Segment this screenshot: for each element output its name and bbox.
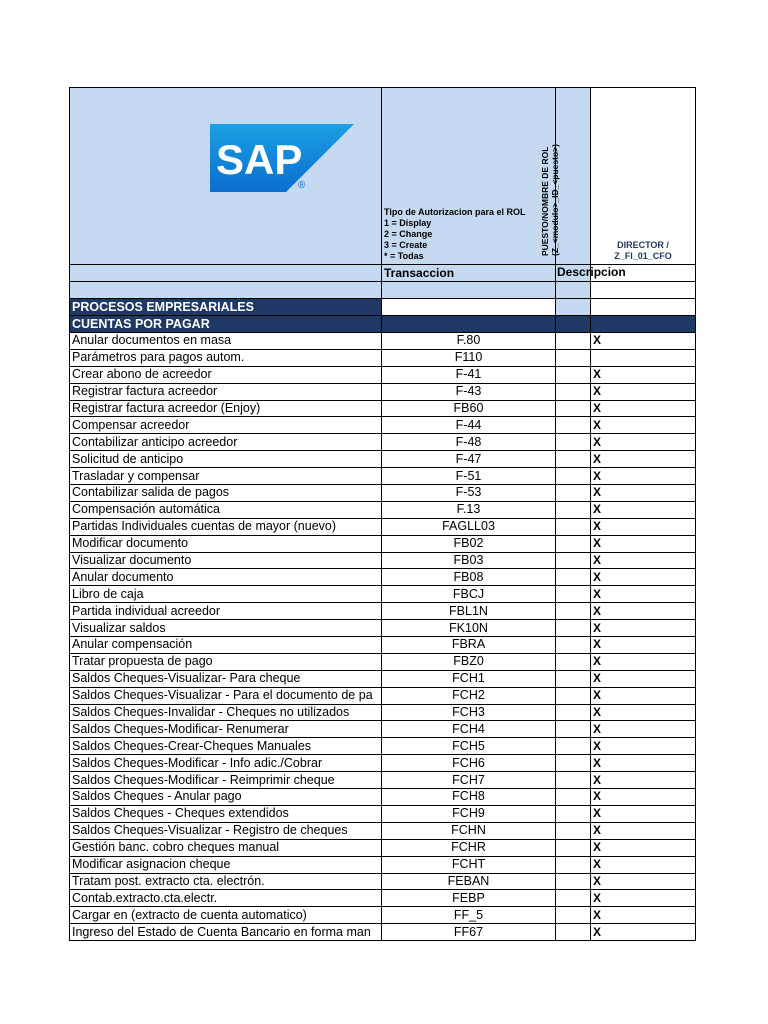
table-row	[70, 772, 696, 789]
logo-registered: ®	[298, 180, 306, 191]
row-description: Contab.extracto.cta.electr.	[70, 890, 382, 907]
row-director-mark: X	[591, 586, 696, 603]
row-role-cell	[556, 485, 591, 502]
row-description: Ingreso del Estado de Cuenta Bancario en forma man	[70, 924, 382, 941]
row-role-cell	[556, 417, 591, 434]
table-row	[70, 755, 696, 772]
row-role-cell	[556, 907, 591, 924]
row-director-mark: X	[591, 637, 696, 654]
table-row	[70, 924, 696, 941]
table-row	[70, 451, 696, 468]
header-row	[70, 88, 696, 265]
row-director-mark: X	[591, 907, 696, 924]
column-header-row	[70, 265, 696, 282]
row-transaction-code: F.13	[382, 501, 556, 518]
table-row	[70, 434, 696, 451]
table-row	[70, 468, 696, 485]
table-row	[70, 822, 696, 839]
transaccion-header: Transaccion	[382, 265, 556, 282]
table-row	[70, 721, 696, 738]
descripcion-header: Descripcion	[556, 265, 591, 282]
auth-line: 3 = Create	[384, 240, 428, 250]
section-cuentas: CUENTAS POR PAGAR	[70, 316, 382, 333]
row-director-mark: X	[591, 772, 696, 789]
row-transaction-code: FCH6	[382, 755, 556, 772]
row-transaction-code: FCHT	[382, 856, 556, 873]
row-transaction-code: F.80	[382, 333, 556, 350]
row-description: Saldos Cheques-Invalidar - Cheques no utilizados	[70, 704, 382, 721]
row-transaction-code: FBL1N	[382, 603, 556, 620]
row-role-cell	[556, 653, 591, 670]
table-row	[70, 637, 696, 654]
row-transaction-code: FCH8	[382, 789, 556, 806]
row-description: Registrar factura acreedor	[70, 383, 382, 400]
row-description: Registrar factura acreedor (Enjoy)	[70, 400, 382, 417]
row-role-cell	[556, 789, 591, 806]
row-transaction-code: FCH9	[382, 805, 556, 822]
row-director-mark: X	[591, 805, 696, 822]
row-role-cell	[556, 400, 591, 417]
row-director-mark: X	[591, 366, 696, 383]
row-description: Parámetros para pagos autom.	[70, 349, 382, 366]
row-transaction-code: FEBAN	[382, 873, 556, 890]
row-role-cell	[556, 603, 591, 620]
logo-cell	[70, 88, 382, 265]
row-director-mark: X	[591, 653, 696, 670]
row-transaction-code: F-47	[382, 451, 556, 468]
table-row	[70, 349, 696, 366]
row-description: Partidas Individuales cuentas de mayor (nuevo)	[70, 518, 382, 535]
row-transaction-code: FCH5	[382, 738, 556, 755]
row-description: Modificar documento	[70, 535, 382, 552]
row-description: Compensar acreedor	[70, 417, 382, 434]
row-director-mark: X	[591, 755, 696, 772]
row-director-mark: X	[591, 468, 696, 485]
row-description: Anular documento	[70, 569, 382, 586]
table-row	[70, 586, 696, 603]
row-description: Tratar propuesta de pago	[70, 653, 382, 670]
row-role-cell	[556, 569, 591, 586]
director-line: Z_FI_01_CFO	[614, 251, 672, 261]
row-role-cell	[556, 383, 591, 400]
row-description: Saldos Cheques-Crear-Cheques Manuales	[70, 738, 382, 755]
row-description: Partida individual acreedor	[70, 603, 382, 620]
row-role-cell	[556, 704, 591, 721]
row-role-cell	[556, 366, 591, 383]
row-transaction-code: F-51	[382, 468, 556, 485]
row-role-cell	[556, 772, 591, 789]
row-description: Saldos Cheques-Modificar - Info adic./Cobrar	[70, 755, 382, 772]
auth-type-legend	[382, 88, 556, 265]
row-transaction-code: FCH2	[382, 687, 556, 704]
table-row	[70, 805, 696, 822]
row-transaction-code: FCHR	[382, 839, 556, 856]
row-transaction-code: FCH7	[382, 772, 556, 789]
table-row	[70, 485, 696, 502]
row-description: Modificar asignacion cheque	[70, 856, 382, 873]
row-description: Cargar en (extracto de cuenta automatico)	[70, 907, 382, 924]
row-transaction-code: FEBP	[382, 890, 556, 907]
table-row	[70, 890, 696, 907]
row-director-mark: X	[591, 738, 696, 755]
row-role-cell	[556, 924, 591, 941]
row-role-cell	[556, 873, 591, 890]
row-role-cell	[556, 755, 591, 772]
row-director-mark: X	[591, 434, 696, 451]
table-row	[70, 501, 696, 518]
row-role-cell	[556, 805, 591, 822]
row-role-cell	[556, 586, 591, 603]
row-description: Trasladar y compensar	[70, 468, 382, 485]
logo-text: SAP	[216, 136, 303, 183]
row-role-cell	[556, 620, 591, 637]
role-line: PUESTO/NOMBRE DE ROL	[540, 146, 550, 256]
row-transaction-code: F110	[382, 349, 556, 366]
row-role-cell	[556, 890, 591, 907]
row-transaction-code: F-53	[382, 485, 556, 502]
row-role-cell	[556, 535, 591, 552]
table-row	[70, 417, 696, 434]
row-director-mark: X	[591, 501, 696, 518]
table-row	[70, 603, 696, 620]
row-director-mark: X	[591, 670, 696, 687]
row-role-cell	[556, 552, 591, 569]
row-role-cell	[556, 637, 591, 654]
row-director-mark: X	[591, 890, 696, 907]
row-description: Visualizar documento	[70, 552, 382, 569]
row-description: Libro de caja	[70, 586, 382, 603]
row-director-mark: X	[591, 924, 696, 941]
table-row	[70, 653, 696, 670]
row-director-mark	[591, 349, 696, 366]
row-role-cell	[556, 721, 591, 738]
section-procesos-row	[70, 299, 696, 316]
row-transaction-code: F-48	[382, 434, 556, 451]
row-director-mark: X	[591, 400, 696, 417]
row-transaction-code: FB08	[382, 569, 556, 586]
row-transaction-code: F-41	[382, 366, 556, 383]
row-transaction-code: FK10N	[382, 620, 556, 637]
row-director-mark: X	[591, 704, 696, 721]
spacer-row	[70, 282, 696, 299]
row-description: Contabilizar salida de pagos	[70, 485, 382, 502]
director-header	[591, 88, 696, 265]
section-procesos: PROCESOS EMPRESARIALES	[70, 299, 382, 316]
row-director-mark: X	[591, 687, 696, 704]
row-transaction-code: FB60	[382, 400, 556, 417]
table-row	[70, 535, 696, 552]
row-director-mark: X	[591, 333, 696, 350]
row-transaction-code: FCHN	[382, 822, 556, 839]
table-row	[70, 704, 696, 721]
table-row	[70, 333, 696, 350]
table-row	[70, 383, 696, 400]
row-role-cell	[556, 687, 591, 704]
row-transaction-code: FB02	[382, 535, 556, 552]
row-transaction-code: FAGLL03	[382, 518, 556, 535]
table-row	[70, 907, 696, 924]
role-name-header	[540, 88, 591, 265]
row-transaction-code: FB03	[382, 552, 556, 569]
row-transaction-code: FF_5	[382, 907, 556, 924]
row-role-cell	[556, 822, 591, 839]
row-description: Visualizar saldos	[70, 620, 382, 637]
row-director-mark: X	[591, 417, 696, 434]
table-row	[70, 789, 696, 806]
table-row	[70, 620, 696, 637]
table-row	[70, 738, 696, 755]
authorization-sheet	[69, 87, 696, 941]
row-role-cell	[556, 518, 591, 535]
table-row	[70, 873, 696, 890]
row-transaction-code: FCH4	[382, 721, 556, 738]
row-director-mark: X	[591, 721, 696, 738]
row-transaction-code: FBRA	[382, 637, 556, 654]
row-description: Contabilizar anticipo acreedor	[70, 434, 382, 451]
table-row	[70, 400, 696, 417]
auth-line: Tipo de Autorizacion para el ROL	[384, 207, 526, 217]
row-description: Anular documentos en masa	[70, 333, 382, 350]
row-director-mark: X	[591, 822, 696, 839]
row-role-cell	[556, 434, 591, 451]
row-description: Saldos Cheques - Cheques extendidos	[70, 805, 382, 822]
row-description: Saldos Cheques-Modificar- Renumerar	[70, 721, 382, 738]
table-row	[70, 670, 696, 687]
row-description: Saldos Cheques-Modificar - Reimprimir cheque	[70, 772, 382, 789]
row-director-mark: X	[591, 569, 696, 586]
section-cuentas-row	[70, 316, 696, 333]
row-transaction-code: FCH3	[382, 704, 556, 721]
row-transaction-code: FBCJ	[382, 586, 556, 603]
row-role-cell	[556, 333, 591, 350]
row-role-cell	[556, 451, 591, 468]
row-role-cell	[556, 856, 591, 873]
row-director-mark: X	[591, 485, 696, 502]
row-description: Saldos Cheques-Visualizar - Registro de cheques	[70, 822, 382, 839]
row-director-mark: X	[591, 873, 696, 890]
row-description: Crear abono de acreedor	[70, 366, 382, 383]
row-description: Saldos Cheques-Visualizar- Para cheque	[70, 670, 382, 687]
table-row	[70, 687, 696, 704]
row-description: Tratam post. extracto cta. electrón.	[70, 873, 382, 890]
row-role-cell	[556, 501, 591, 518]
row-director-mark: X	[591, 518, 696, 535]
row-role-cell	[556, 839, 591, 856]
row-transaction-code: F-43	[382, 383, 556, 400]
row-role-cell	[556, 349, 591, 366]
auth-line: * = Todas	[384, 251, 424, 261]
table-row	[70, 839, 696, 856]
role-line: (Z_<modulo>_ID_<puesto>)	[550, 144, 560, 256]
row-description: Saldos Cheques-Visualizar - Para el documento de pa	[70, 687, 382, 704]
row-transaction-code: FCH1	[382, 670, 556, 687]
row-transaction-code: FBZ0	[382, 653, 556, 670]
row-role-cell	[556, 738, 591, 755]
row-director-mark: X	[591, 603, 696, 620]
row-director-mark: X	[591, 383, 696, 400]
row-role-cell	[556, 670, 591, 687]
director-line: DIRECTOR /	[617, 240, 669, 250]
row-transaction-code: FF67	[382, 924, 556, 941]
table-row	[70, 518, 696, 535]
row-director-mark: X	[591, 856, 696, 873]
row-director-mark: X	[591, 451, 696, 468]
desc-column-blank	[70, 265, 382, 282]
table-row	[70, 366, 696, 383]
row-description: Gestión banc. cobro cheques manual	[70, 839, 382, 856]
row-role-cell	[556, 468, 591, 485]
row-description: Compensación automática	[70, 501, 382, 518]
auth-line: 2 = Change	[384, 229, 433, 239]
row-director-mark: X	[591, 552, 696, 569]
row-description: Anular compensación	[70, 637, 382, 654]
row-director-mark: X	[591, 535, 696, 552]
row-description: Solicitud de anticipo	[70, 451, 382, 468]
row-director-mark: X	[591, 839, 696, 856]
row-director-mark: X	[591, 620, 696, 637]
row-director-mark: X	[591, 789, 696, 806]
sap-logo	[210, 124, 354, 192]
table-row	[70, 569, 696, 586]
table-row	[70, 856, 696, 873]
auth-line: 1 = Display	[384, 218, 432, 228]
table-row	[70, 552, 696, 569]
row-transaction-code: F-44	[382, 417, 556, 434]
row-description: Saldos Cheques - Anular pago	[70, 789, 382, 806]
